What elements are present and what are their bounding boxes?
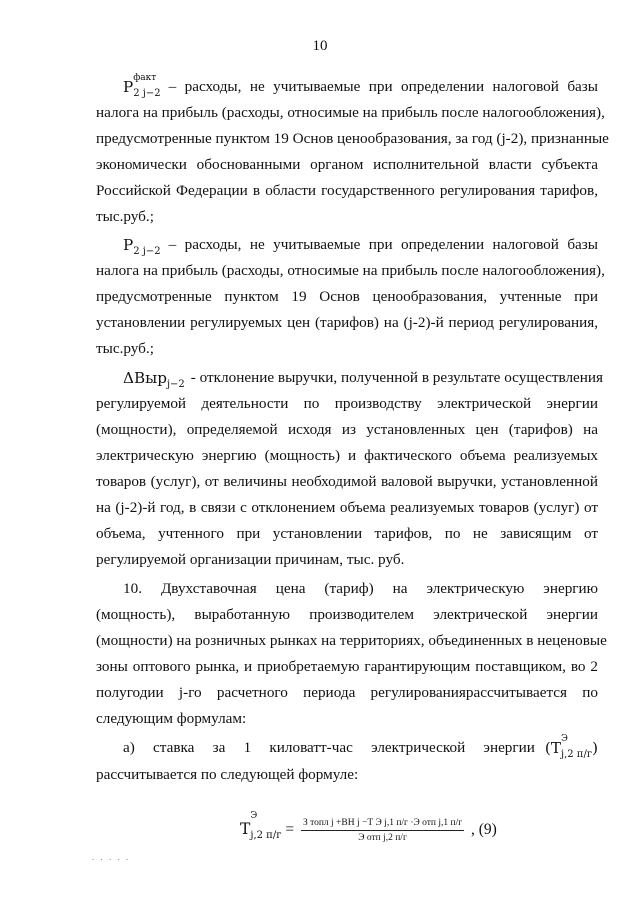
p4-line-4: зоны оптового рынка, и приобретаемую гарантирующим поставщиком, во 2 xyxy=(96,658,598,675)
p5-symbol: (Т Э $_{j,2 п/г}$) xyxy=(545,738,598,761)
formula-lhs-base: Т xyxy=(240,820,251,839)
p1-symbol-sub: 2 j−2 xyxy=(133,88,161,99)
formula-9 xyxy=(240,811,497,843)
p5-text-1: а) ставка за 1 киловатт-час электрической энергии xyxy=(123,739,535,756)
p3-text-1: - отклонение выручки, полученной в результате осуществления xyxy=(190,369,604,386)
p4-line-2: (мощность), выработанную производителем электрической энергии xyxy=(96,606,598,623)
footer-marks: . . . . . xyxy=(92,852,131,862)
p1-text-1: – расходы, не учитываемые при определении налоговой базы xyxy=(168,78,598,95)
p2-symbol-base: Р xyxy=(123,236,134,254)
p3-symbol-sub: j−2 xyxy=(166,379,185,390)
p3-line-3: (мощности), определяемой исходя из установленных цен (тарифов) на xyxy=(96,421,598,438)
formula-equals: = xyxy=(285,821,295,839)
formula-denominator: Э отп j,2 п/г xyxy=(358,833,407,843)
p5-symbol-base: Т xyxy=(550,739,561,757)
p3-symbol-base: ΔВыр xyxy=(123,369,167,387)
p1-line-6: тыс.руб.; xyxy=(96,208,154,225)
p2-line-1 xyxy=(123,235,598,258)
p1-symbol-scripts xyxy=(133,73,161,100)
p3-line-4: электрическую энергию (мощность) и фактического объема реализуемых xyxy=(96,447,598,464)
p1-line-3: предусмотренные пунктом 19 Основ ценообразования, за год (j-2), признанные xyxy=(96,130,609,147)
p1-line-1 xyxy=(123,73,598,100)
formula-lhs-sub: j,2 п/г xyxy=(250,830,282,842)
formula-lhs-scripts xyxy=(250,811,282,842)
formula-numerator: З топл j +ВН j −Т Э j,1 п/г ·Э отп j,1 п/г xyxy=(301,818,464,831)
p5-line-2: рассчитывается по следующей формуле: xyxy=(96,766,359,783)
p2-symbol xyxy=(123,235,161,258)
p3-line-1 xyxy=(123,368,604,391)
p2-text-1: – расходы, не учитываемые при определении налоговой базы xyxy=(168,236,598,253)
p4-line-5: полугодии j-го расчетного периода регулированиярассчитывается по xyxy=(96,684,598,701)
p1-line-4: экономически обоснованными органом исполнительной власти субъекта xyxy=(96,156,598,173)
p4-line-6: следующим формулам: xyxy=(96,710,247,727)
p2-line-2: налога на прибыль (расходы, относимые на прибыль после налогообложения), xyxy=(96,262,605,279)
page-number: 10 xyxy=(312,38,328,54)
formula-number: , (9) xyxy=(471,821,497,839)
p3-symbol xyxy=(123,368,185,391)
formula-lhs-sup: Э xyxy=(250,811,258,822)
p1-line-5: Российской Федерации в области государственного регулирования тарифов, xyxy=(96,182,598,199)
p1-symbol-sup: факт xyxy=(133,73,157,83)
p1-symbol-base: Р xyxy=(123,78,134,96)
p5-line-1 xyxy=(123,734,598,761)
p3-line-5: товаров (услуг), от величины необходимой валовой выручки, установленной xyxy=(96,473,598,490)
p3-line-8: регулируемой организации причинам, тыс. руб. xyxy=(96,551,405,568)
p1-symbol xyxy=(123,73,161,100)
p2-line-3: предусмотренные пунктом 19 Основ ценообразования, учтенные при xyxy=(96,288,598,305)
p3-line-7: объема, учтенного при установлении тарифов, по не зависящим от xyxy=(96,525,598,542)
p2-line-4: установлении регулируемых цен (тарифов) на (j-2)-й период регулирования, xyxy=(96,314,598,331)
formula-lhs xyxy=(240,811,282,842)
formula-fraction xyxy=(301,818,464,843)
p3-line-6: на (j-2)-й год, в связи с отклонением объема реализуемых товаров (услуг) от xyxy=(96,499,598,516)
p2-symbol-sub: 2 j−2 xyxy=(133,246,161,257)
p5-symbol-sub: j,2 п/г xyxy=(560,749,593,760)
p2-line-5: тыс.руб.; xyxy=(96,340,154,357)
p4-line-3: (мощности) на розничных рынках на территориях, объединенных в неценовые xyxy=(96,632,607,649)
p4-line-1: 10. Двухставочная цена (тариф) на электрическую энергию xyxy=(123,580,598,597)
p3-line-2: регулируемой деятельности по производству электрической энергии xyxy=(96,395,598,412)
p5-symbol-sup: Э xyxy=(560,734,568,744)
p1-line-2: налога на прибыль (расходы, относимые на прибыль после налогообложения), xyxy=(96,104,605,121)
